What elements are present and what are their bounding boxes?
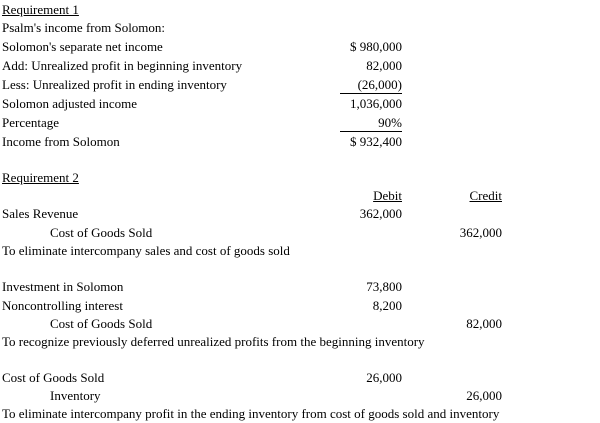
credit-account: Cost of Goods Sold	[50, 225, 153, 240]
req1-row-label: Solomon adjusted income	[2, 96, 138, 111]
debit-amount: 362,000	[359, 206, 402, 221]
subtotal-rule	[340, 93, 402, 94]
req1-row-amount: 1,036,000	[350, 96, 402, 111]
credit-column-header: Credit	[469, 188, 502, 203]
requirement-1-heading: Requirement 1	[2, 2, 79, 17]
credit-account: Cost of Goods Sold	[50, 316, 153, 331]
req1-row-amount: $ 980,000	[350, 39, 402, 54]
debit-amount: 8,200	[372, 298, 402, 313]
credit-amount: 82,000	[466, 316, 502, 331]
req1-intro: Psalm's income from Solomon:	[2, 20, 166, 35]
credit-amount: 362,000	[459, 225, 502, 240]
product-rule	[340, 131, 402, 132]
req1-row-label: Percentage	[2, 115, 60, 130]
entry-explanation: To eliminate intercompany profit in the ending inventory from cost of goods sold and inventory	[2, 406, 500, 421]
debit-account: Noncontrolling interest	[2, 298, 123, 313]
req1-row-amount: $ 932,400	[350, 134, 402, 149]
entry-explanation: To eliminate intercompany sales and cost of goods sold	[2, 243, 290, 258]
req1-row-label: Solomon's separate net income	[2, 39, 163, 54]
req1-row-amount: 82,000	[366, 58, 402, 73]
req1-row-label: Add: Unrealized profit in beginning inventory	[2, 58, 243, 73]
debit-account: Sales Revenue	[2, 206, 79, 221]
debit-column-header: Debit	[373, 188, 402, 203]
requirement-2-heading: Requirement 2	[2, 170, 79, 185]
req1-row-label: Less: Unrealized profit in ending inventory	[2, 77, 227, 92]
debit-amount: 26,000	[366, 370, 402, 385]
debit-amount: 73,800	[366, 279, 402, 294]
credit-account: Inventory	[50, 388, 101, 403]
credit-amount: 26,000	[466, 388, 502, 403]
req1-row-amount: 90%	[378, 115, 402, 130]
debit-account: Cost of Goods Sold	[2, 370, 105, 385]
req1-row-label: Income from Solomon	[2, 134, 120, 149]
entry-explanation: To recognize previously deferred unrealized profits from the beginning inventory	[2, 334, 425, 349]
debit-account: Investment in Solomon	[2, 279, 124, 294]
req1-row-amount: (26,000)	[357, 77, 402, 92]
